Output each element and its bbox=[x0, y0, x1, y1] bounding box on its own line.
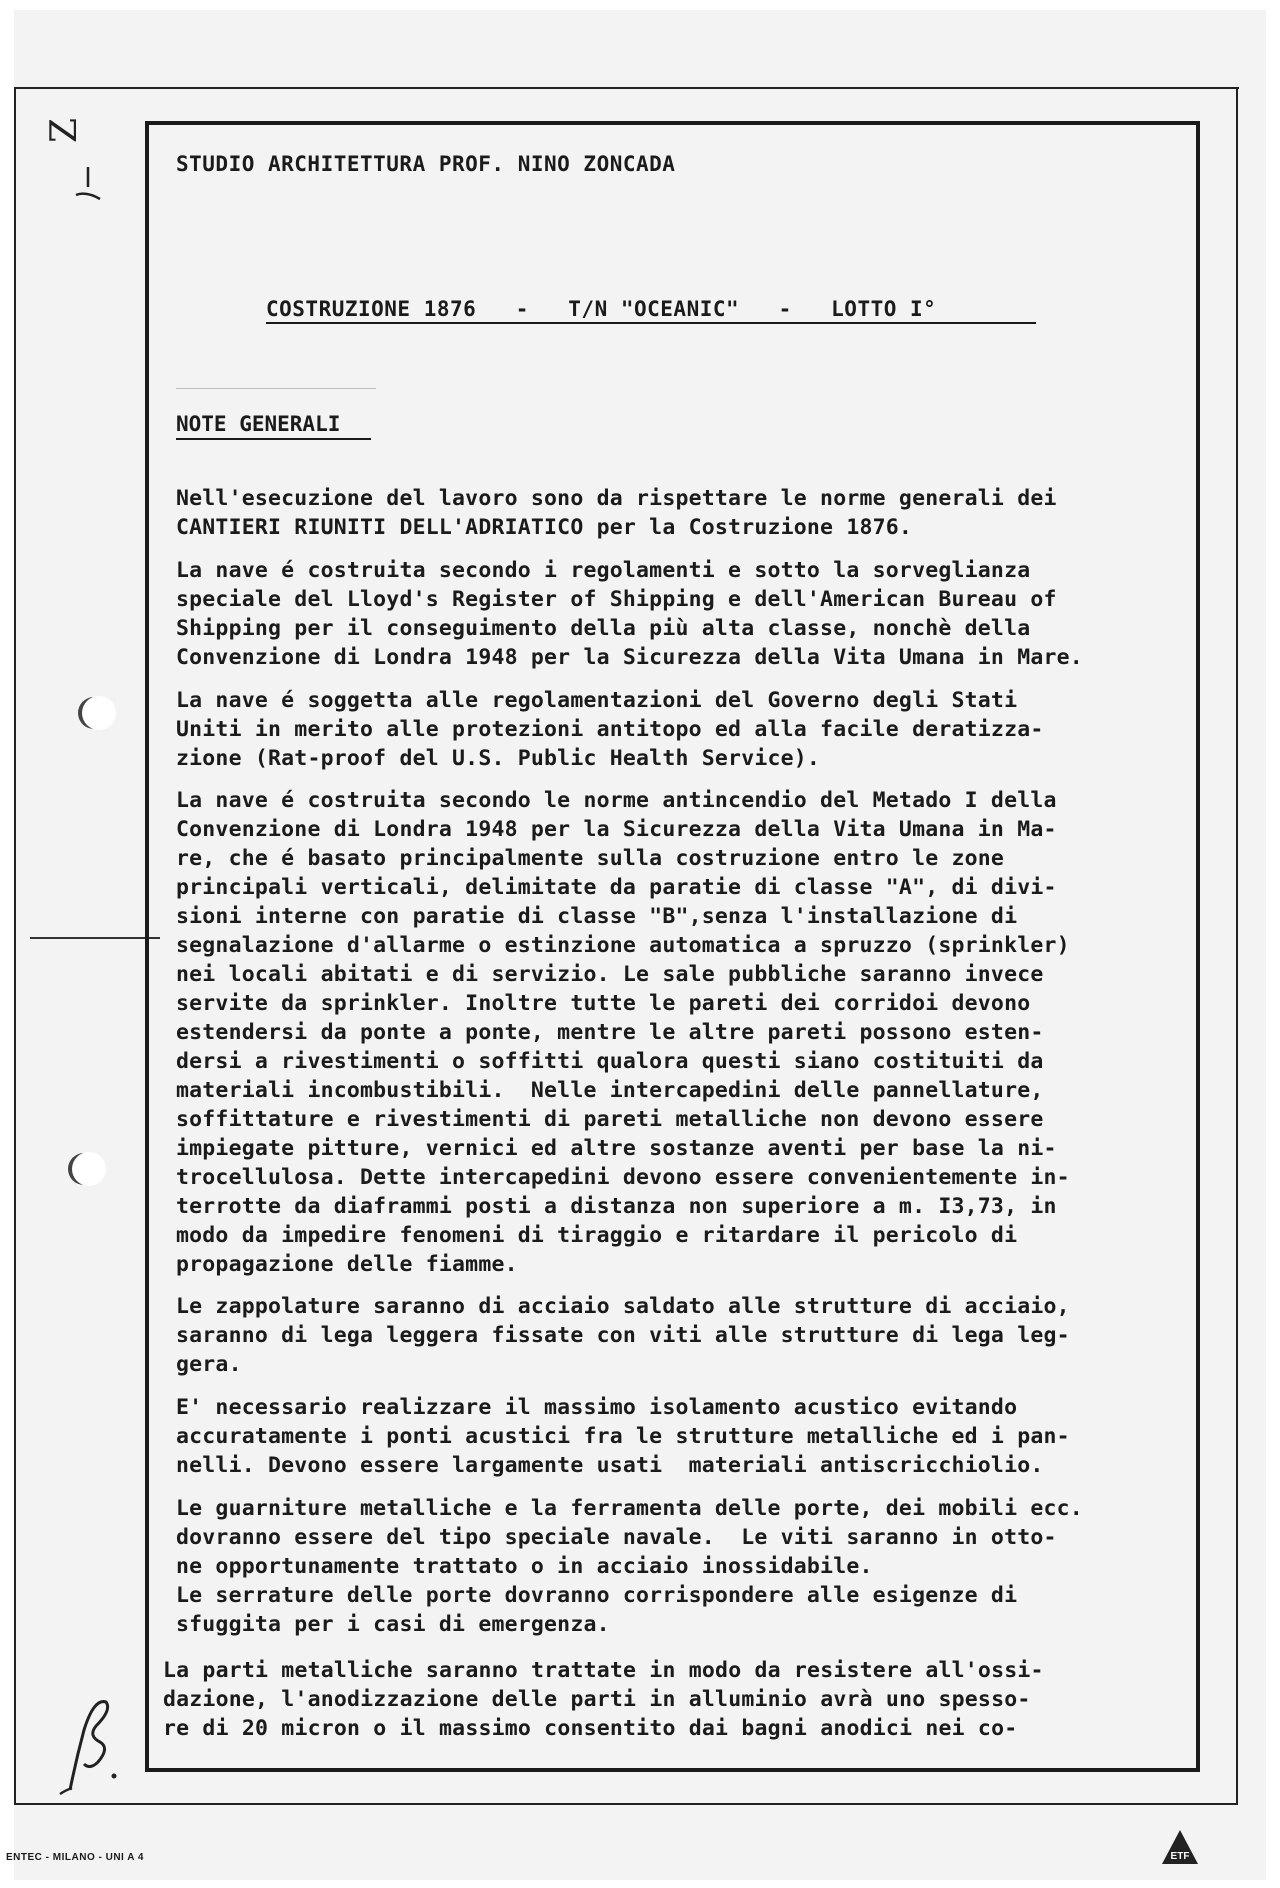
handwritten-signature-icon bbox=[40, 1690, 140, 1800]
paragraph: La nave é soggetta alle regolamentazioni del Governo degli Stati Uniti in merito alle protezioni antitopo ed alla facile deratizza- zione (Rat-proof del U.S. Public Health Service). bbox=[176, 688, 1044, 771]
handwritten-tick-icon bbox=[74, 165, 102, 201]
outer-border-right bbox=[1236, 87, 1238, 1805]
paragraph: Nell'esecuzione del lavoro sono da rispettare le norme generali dei CANTIERI RIUNITI DELL'ADRIATICO per la Costruzione 1876. bbox=[176, 486, 1057, 540]
paper-brand-footer: ENTEC - MILANO - UNI A 4 bbox=[6, 1852, 144, 1863]
punch-hole bbox=[82, 696, 116, 730]
outer-border-left bbox=[14, 88, 16, 1803]
faint-rule bbox=[176, 388, 376, 389]
outer-border-bottom bbox=[14, 1803, 1238, 1805]
paragraph: La nave é costruita secondo le norme antincendio del Metado I della Convenzione di Londra 1948 per la Sicurezza della Vita Umana in Ma- re, che é basato principalmente sulla costruzione entro le zone principali verticali, delimitate da paratie di classe "A", di divi- sioni interne con paratie di classe "B",senza l'installazione di segnalazione d'allarme o estinzione automatica a spruzzo (sprinkler) nei locali abitati e di servizio. Le sale pubbliche saranno invece servite da sprinkler. Inoltre tutte le pareti dei corridoi devono estendersi da ponte a ponte, mentre le altre pareti possono esten- dersi a rivestimenti o soffitti qualora questi siano costituiti da materiali incombustibili. Nelle intercapedini delle pannellature, soffittature e rivestimenti di pareti metalliche non devono essere impiegate pitture, vernici ed altre sostanze aventi per base la ni- trocellulosa. Dette intercapedini devono essere convenientemente in- terrotte da diaframmi posti a distanza non superiore a m. I3,73, in modo da impedire fenomeni di tiraggio e ritardare il pericolo di propagazione delle fiamme. bbox=[176, 788, 1070, 1277]
document-title: COSTRUZIONE 1876 - T/N "OCEANIC" - LOTTO I° bbox=[266, 297, 937, 321]
title-underline bbox=[266, 322, 1036, 324]
letterhead: STUDIO ARCHITETTURA PROF. NINO ZONCADA bbox=[176, 152, 676, 176]
paragraph: Le guarniture metalliche e la ferramenta delle porte, dei mobili ecc. dovranno essere del tipo speciale navale. Le viti saranno in otto- ne opportunamente trattato o in acciaio inossidabile. Le serrature delle porte dovranno corrispondere alle esigenze di sfuggita per i casi di emergenza. bbox=[176, 1496, 1083, 1637]
paragraph: Le zappolature saranno di acciaio saldato alle strutture di acciaio, saranno di lega leggera fissate con viti alle strutture di lega leg- gera. bbox=[176, 1294, 1070, 1377]
section-heading: NOTE GENERALI bbox=[176, 412, 341, 436]
paragraph: E' necessario realizzare il massimo isolamento acustico evitando accuratamente i ponti acustici fra le strutture metalliche ed i pan- nelli. Devono essere largamente usati materiali antiscricchiolio. bbox=[176, 1395, 1070, 1478]
paragraph: La parti metalliche saranno trattate in modo da resistere all'ossi- dazione, l'anodizzazione delle parti in alluminio avrà uno spesso- re di 20 micron o il massimo consentito dai bagni anodici nei co- bbox=[163, 1658, 1044, 1741]
fold-line bbox=[30, 937, 160, 939]
punch-hole bbox=[72, 1152, 106, 1186]
outer-border-top bbox=[14, 87, 1239, 89]
svg-text:ETF: ETF bbox=[1170, 1851, 1190, 1862]
section-underline bbox=[176, 438, 371, 440]
etf-logo-icon bbox=[1160, 1828, 1200, 1868]
handwritten-mark: Z bbox=[44, 117, 86, 144]
paragraph: La nave é costruita secondo i regolamenti e sotto la sorveglianza speciale del Lloyd's Register of Shipping e dell'American Bureau of Shipping per il conseguimento della più alta classe, nonchè della Convenzione di Londra 1948 per la Sicurezza della Vita Umana in Mare. bbox=[176, 558, 1083, 670]
